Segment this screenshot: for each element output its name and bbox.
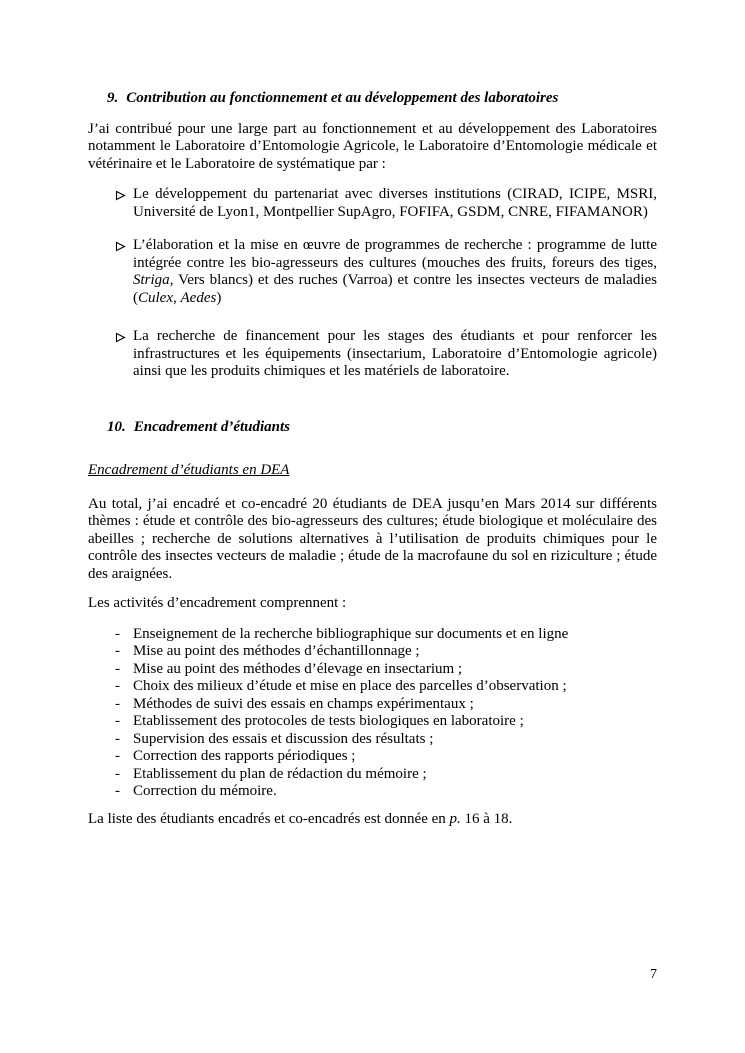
page-number: 7 bbox=[650, 967, 657, 982]
list-item bbox=[115, 643, 657, 661]
dash-bullet: - bbox=[115, 678, 120, 694]
dash-bullet: - bbox=[115, 713, 120, 729]
arrow-bullet-icon bbox=[115, 237, 133, 307]
closing-text-run: La liste des étudiants encadrés et co-encadrés est donnée en bbox=[88, 810, 450, 827]
list-item-text: Correction du mémoire. bbox=[133, 783, 277, 799]
arrow-bullet-icon bbox=[115, 328, 133, 381]
dash-bullet: - bbox=[115, 695, 120, 712]
dash-bullet: - bbox=[115, 643, 120, 659]
list-item bbox=[115, 678, 657, 696]
dash-bullet: - bbox=[115, 625, 120, 642]
list-item bbox=[115, 748, 657, 766]
section-9-number: 9. bbox=[107, 90, 119, 106]
arrow-bullet-item bbox=[115, 328, 657, 381]
list-item bbox=[115, 661, 657, 679]
arrow-bullet-item bbox=[115, 186, 657, 221]
italic-species-name: Striga bbox=[133, 272, 170, 288]
italic-species-name: Culex bbox=[138, 289, 173, 306]
section-9-intro-paragraph: J’ai contribué pour une large part au fonctionnement et au développement des Laboratoires notamment le Laboratoire d’Entomologie Agricole, le Laboratoire d’Entomologie médicale et vétérinaire et le Laboratoire de systématique par : bbox=[88, 120, 657, 172]
list-item-text: Supervision des essais et discussion des résultats ; bbox=[133, 730, 434, 747]
bullet-text bbox=[133, 237, 657, 307]
italic-species-name: Aedes bbox=[180, 289, 217, 306]
dash-bullet: - bbox=[115, 748, 120, 764]
closing-italic-run: p. bbox=[449, 810, 461, 827]
bullet-text: Le développement du partenariat avec diverses institutions (CIRAD, ICIPE, MSRI, Université de Lyon1, Montpellier SupAgro, FOFIFA, GSDM, CNRE, FIFAMANOR) bbox=[133, 186, 657, 220]
section-9-title: Contribution au fonctionnement et au développement des laboratoires bbox=[126, 90, 559, 106]
bullet-text-run: ) bbox=[216, 289, 222, 306]
list-item-text: Etablissement du plan de rédaction du mémoire ; bbox=[133, 765, 427, 782]
dash-bullet: - bbox=[115, 765, 120, 782]
dash-bullet: - bbox=[115, 730, 120, 747]
list-item-text: Correction des rapports périodiques ; bbox=[133, 748, 356, 764]
list-item bbox=[115, 626, 657, 644]
section-10-title: Encadrement d’étudiants bbox=[133, 418, 291, 435]
closing-paragraph bbox=[88, 811, 657, 829]
section-10-paragraph: Au total, j’ai encadré et co-encadré 20 étudiants de DEA jusqu’en Mars 2014 sur différents thèmes : étude et contrôle des bio-agresseurs des cultures; étude biologique et moléculaire des abeilles ; recherche de solutions alternatives à l’utilisation de produits chimiques pour le contrôle des insectes vecteurs de maladie ; étude de la macrofaune du sol en riziculture ; étude des araignées. bbox=[88, 495, 657, 582]
list-item bbox=[115, 713, 657, 731]
bullet-text-run: , bbox=[173, 289, 181, 306]
closing-text-run: 16 à 18. bbox=[460, 810, 513, 827]
activities-intro: Les activités d’encadrement comprennent : bbox=[88, 595, 347, 611]
arrow-bullet-icon bbox=[115, 186, 133, 221]
dash-bullet: - bbox=[115, 783, 120, 799]
section-9-heading bbox=[107, 90, 657, 108]
bullet-text: La recherche de financement pour les stages des étudiants et pour renforcer les infrastructures et les équipements (insectarium, Laboratoire d’Entomologie agricole) ainsi que les produits chimiques et les matériels de laboratoire. bbox=[133, 328, 657, 379]
arrow-bullet-item bbox=[115, 237, 657, 307]
activities-list bbox=[88, 626, 657, 801]
list-item-text: Choix des milieux d’étude et mise en place des parcelles d’observation ; bbox=[133, 678, 567, 694]
list-item-text: Etablissement des protocoles de tests biologiques en laboratoire ; bbox=[133, 713, 524, 729]
list-item-text: Méthodes de suivi des essais en champs expérimentaux ; bbox=[133, 695, 474, 712]
list-item bbox=[115, 766, 657, 784]
list-item bbox=[115, 731, 657, 749]
dash-bullet: - bbox=[115, 660, 120, 677]
bullet-text-run: L’élaboration et la mise en œuvre de programmes de recherche : programme de lutte intégrée contre les bio-agresseurs des cultures (mouches des fruits, foreurs des tiges, bbox=[133, 237, 657, 271]
dea-subheading: Encadrement d’étudiants en DEA bbox=[88, 462, 290, 478]
list-item-text: Enseignement de la recherche bibliographique sur documents et en ligne bbox=[133, 625, 569, 642]
list-item bbox=[115, 783, 657, 801]
section-10-heading bbox=[107, 419, 657, 437]
list-item-text: Mise au point des méthodes d’élevage en insectarium ; bbox=[133, 660, 463, 677]
section-10-number: 10. bbox=[107, 418, 126, 435]
bullet-text-run: , Vers blancs) et des ruches (Varroa) et contre les insectes vecteurs de maladies ( bbox=[133, 272, 657, 306]
list-item-text: Mise au point des méthodes d’échantillonnage ; bbox=[133, 643, 420, 659]
list-item bbox=[115, 696, 657, 714]
